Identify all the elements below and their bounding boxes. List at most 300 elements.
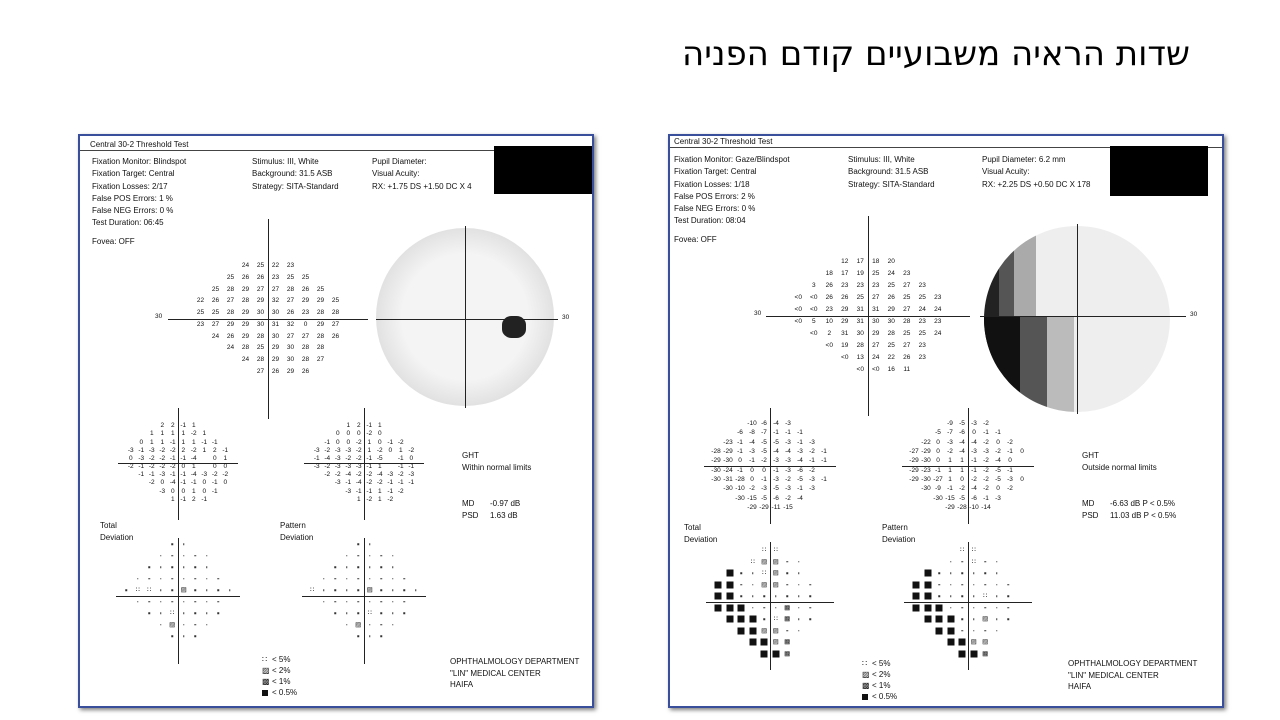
normal-dot-icon bbox=[996, 607, 998, 609]
dense-hatched-symbol-icon: ▩ bbox=[862, 681, 870, 690]
grid-value: -2 bbox=[324, 446, 331, 454]
normal-dot-icon bbox=[335, 578, 337, 580]
grid-value: 0 bbox=[936, 447, 940, 455]
normal-dot-icon bbox=[962, 573, 964, 575]
grid-value: -1 bbox=[397, 463, 404, 471]
grid-value: -1 bbox=[138, 471, 145, 479]
grid-value: 23 bbox=[841, 281, 849, 289]
grid-value: 19 bbox=[841, 342, 849, 350]
grid-value: -1 bbox=[797, 438, 803, 446]
pupil-diameter: Pupil Diameter: bbox=[372, 157, 427, 166]
grid-value: -1 bbox=[138, 446, 145, 454]
grid-value: -14 bbox=[981, 504, 991, 512]
grid-value: 25 bbox=[903, 293, 911, 301]
black-square-icon bbox=[936, 616, 943, 623]
grid-value: -1 bbox=[387, 487, 394, 495]
normal-dot-icon bbox=[195, 601, 197, 603]
grid-value: -2 bbox=[355, 454, 362, 462]
normal-dot-icon bbox=[358, 590, 360, 592]
grid-value: -3 bbox=[159, 471, 166, 479]
black-square-icon bbox=[715, 593, 722, 600]
grid-value: 26 bbox=[211, 297, 220, 305]
normal-dot-icon bbox=[195, 555, 197, 557]
normal-dot-icon bbox=[962, 561, 964, 563]
grid-value: -2 bbox=[785, 476, 791, 484]
grid-value: -2 bbox=[408, 446, 415, 454]
grid-value: -3 bbox=[345, 446, 352, 454]
grid-value: -9 bbox=[935, 485, 941, 493]
grid-value: 25 bbox=[918, 293, 926, 301]
grid-value: -1 bbox=[148, 471, 155, 479]
black-square-icon bbox=[947, 639, 954, 646]
black-square-icon bbox=[970, 650, 977, 657]
normal-dot-icon bbox=[381, 613, 383, 615]
grid-value: -1 bbox=[1007, 447, 1013, 455]
fixation-monitor: Fixation Monitor: Blindspot bbox=[92, 157, 187, 166]
tdp-horizontal-axis bbox=[706, 602, 834, 603]
normal-dot-icon bbox=[195, 624, 197, 626]
normal-dot-icon bbox=[392, 613, 394, 615]
grid-value: 30 bbox=[256, 309, 265, 317]
footer-line-2: "LIN" MEDICAL CENTER bbox=[450, 668, 541, 678]
normal-dot-icon bbox=[787, 584, 789, 586]
normal-dot-icon bbox=[369, 624, 371, 626]
black-square-icon bbox=[936, 627, 943, 634]
normal-dot-icon bbox=[810, 619, 812, 621]
grid-value: -1 bbox=[971, 466, 977, 474]
grid-value: 1 bbox=[367, 446, 372, 454]
grid-value: 31 bbox=[856, 318, 864, 326]
grid-value: -1 bbox=[983, 429, 989, 437]
normal-dot-icon bbox=[810, 584, 812, 586]
grid-value: 1 bbox=[160, 430, 165, 438]
redaction-block bbox=[1110, 146, 1208, 196]
tdp-vertical-axis bbox=[178, 538, 179, 664]
grid-value: -4 bbox=[773, 419, 779, 427]
grid-value: -1 bbox=[761, 476, 767, 484]
grid-value: -2 bbox=[324, 463, 331, 471]
grid-value: 22 bbox=[196, 297, 205, 305]
normal-dot-icon bbox=[985, 573, 987, 575]
normal-dot-icon bbox=[206, 613, 208, 615]
grid-value: 27 bbox=[331, 320, 340, 328]
normal-dot-icon bbox=[346, 590, 348, 592]
footer-line-3: HAIFA bbox=[1068, 682, 1092, 691]
normal-dot-icon bbox=[404, 613, 406, 615]
black-square-icon bbox=[262, 690, 268, 696]
grid-value: 26 bbox=[903, 354, 911, 362]
total-deviation-label: Total Deviation bbox=[100, 521, 134, 542]
grid-value: 29 bbox=[841, 305, 849, 313]
normal-dot-icon bbox=[392, 578, 394, 580]
fovea-status: Fovea: OFF bbox=[92, 237, 135, 246]
grid-value: 28 bbox=[241, 344, 250, 352]
grid-value: -3 bbox=[761, 485, 767, 493]
normal-dot-icon bbox=[149, 567, 151, 569]
grid-value: -1 bbox=[737, 438, 743, 446]
grid-value: -3 bbox=[201, 471, 208, 479]
grid-value: -29 bbox=[945, 504, 955, 512]
grid-value: 16 bbox=[887, 366, 895, 374]
normal-dot-icon bbox=[392, 590, 394, 592]
fixation-target: Fixation Target: Central bbox=[92, 169, 175, 179]
dotted-symbol-icon: ∷ bbox=[762, 569, 767, 577]
grid-value: -23 bbox=[723, 438, 733, 446]
grid-value: -30 bbox=[921, 485, 931, 493]
grid-value: 1 bbox=[948, 457, 952, 465]
legend-05: < 0.5% bbox=[272, 688, 298, 697]
grid-value: -1 bbox=[180, 479, 187, 487]
grid-value: 12 bbox=[841, 257, 849, 265]
black-square-icon bbox=[959, 650, 966, 657]
normal-dot-icon bbox=[973, 619, 975, 621]
grid-value: -1 bbox=[366, 487, 373, 495]
grid-value: 29 bbox=[841, 318, 849, 326]
normal-dot-icon bbox=[764, 596, 766, 598]
grid-value: 25 bbox=[256, 262, 265, 270]
dotted-symbol-icon: ∷ bbox=[971, 546, 976, 554]
dotted-symbol-icon: ∷ bbox=[170, 609, 175, 617]
normal-dot-icon bbox=[962, 607, 964, 609]
psd-label: PSD bbox=[462, 511, 479, 521]
grid-value: 30 bbox=[286, 355, 295, 363]
hatched-symbol-icon: ▨ bbox=[772, 558, 779, 566]
normal-dot-icon bbox=[160, 578, 162, 580]
hatched-symbol-icon: ▨ bbox=[982, 615, 989, 623]
grid-value: 23 bbox=[825, 305, 833, 313]
pdp-vertical-axis bbox=[364, 538, 365, 664]
grid-value: -1 bbox=[387, 438, 394, 446]
grid-value: -6 bbox=[797, 466, 803, 474]
grid-value: 25 bbox=[887, 281, 895, 289]
normal-dot-icon bbox=[346, 613, 348, 615]
grid-value: 29 bbox=[887, 305, 895, 313]
grid-value: -2 bbox=[387, 495, 394, 503]
inferior-nasal-defect bbox=[984, 316, 1074, 412]
grid-value: 10 bbox=[825, 318, 833, 326]
grid-value: -3 bbox=[127, 446, 134, 454]
grid-value: -2 bbox=[983, 476, 989, 484]
grid-value: -4 bbox=[797, 457, 803, 465]
grid-value: 17 bbox=[841, 269, 849, 277]
grid-value: 24 bbox=[211, 332, 220, 340]
normal-dot-icon bbox=[741, 596, 743, 598]
normal-dot-icon bbox=[962, 584, 964, 586]
grid-value: -1 bbox=[971, 457, 977, 465]
grid-value: -1 bbox=[169, 438, 176, 446]
grid-value: 31 bbox=[872, 305, 880, 313]
visual-acuity: Visual Acuity: bbox=[372, 169, 420, 179]
grid-value: -1 bbox=[737, 447, 743, 455]
grid-value: 0 bbox=[936, 457, 940, 465]
rx: RX: +1.75 DS +1.50 DC X 4 bbox=[372, 181, 472, 191]
footer-institution bbox=[1068, 658, 1197, 693]
grid-value: 23 bbox=[301, 309, 310, 317]
grid-value: -5 bbox=[773, 485, 779, 493]
grid-value: -3 bbox=[785, 485, 791, 493]
grid-value: -1 bbox=[345, 479, 352, 487]
dotted-symbol-icon: ∷ bbox=[310, 586, 315, 594]
black-square-icon bbox=[924, 581, 931, 588]
normal-dot-icon bbox=[206, 555, 208, 557]
fixation-monitor: Fixation Monitor: Gaze/Blindspot bbox=[674, 155, 790, 164]
normal-dot-icon bbox=[752, 607, 754, 609]
grid-value: 30 bbox=[271, 309, 280, 317]
slide-title: שדות הראיה משבועיים קודם הפניה bbox=[682, 34, 1190, 74]
normal-dot-icon bbox=[346, 555, 348, 557]
grid-value: -1 bbox=[180, 495, 187, 503]
probability-legend bbox=[262, 654, 297, 698]
normal-dot-icon bbox=[973, 573, 975, 575]
dotted-symbol-icon: ∷ bbox=[147, 586, 152, 594]
false-neg-errors: False NEG Errors: 0 % bbox=[92, 206, 174, 216]
grid-value: 25 bbox=[887, 342, 895, 350]
grid-value: -30 bbox=[711, 466, 721, 474]
grid-value: -29 bbox=[909, 457, 919, 465]
hatched-symbol-icon: ▨ bbox=[262, 666, 270, 675]
dense-hatched-symbol-icon: ▩ bbox=[784, 604, 791, 612]
md-label: MD bbox=[1082, 499, 1095, 508]
grid-value: -2 bbox=[785, 494, 791, 502]
dense-hatched-symbol-icon: ▩ bbox=[982, 650, 989, 658]
grid-value: -1 bbox=[737, 466, 743, 474]
hatched-symbol-icon: ▨ bbox=[772, 581, 779, 589]
grid-value: 0 bbox=[738, 457, 742, 465]
normal-dot-icon bbox=[369, 601, 371, 603]
grid-value: 0 bbox=[181, 463, 186, 471]
grid-value: -30 bbox=[921, 457, 931, 465]
grid-value: 32 bbox=[271, 297, 280, 305]
test-parameters-mid bbox=[252, 156, 339, 193]
normal-dot-icon bbox=[775, 607, 777, 609]
normal-dot-icon bbox=[323, 590, 325, 592]
grid-value: 28 bbox=[286, 285, 295, 293]
grid-value: -3 bbox=[159, 487, 166, 495]
grid-value: 0 bbox=[377, 438, 382, 446]
grid-value: 20 bbox=[887, 257, 895, 265]
grid-value: -5 bbox=[995, 476, 1001, 484]
black-square-icon bbox=[913, 604, 920, 611]
normal-dot-icon bbox=[392, 624, 394, 626]
normal-dot-icon bbox=[381, 636, 383, 638]
grid-value: 27 bbox=[226, 297, 235, 305]
normal-dot-icon bbox=[798, 607, 800, 609]
grid-value: 0 bbox=[128, 454, 133, 462]
grid-value: 22 bbox=[271, 262, 280, 270]
grid-value: -22 bbox=[921, 438, 931, 446]
grid-value: 0 bbox=[972, 429, 976, 437]
grid-value: 1 bbox=[191, 463, 196, 471]
grid-value: 26 bbox=[256, 274, 265, 282]
normal-dot-icon bbox=[973, 630, 975, 632]
normal-dot-icon bbox=[149, 578, 151, 580]
grid-value: -2 bbox=[366, 471, 373, 479]
grid-value: <0 bbox=[810, 293, 818, 301]
grid-value: -3 bbox=[947, 438, 953, 446]
black-square-icon bbox=[749, 616, 756, 623]
grid-value: 28 bbox=[856, 342, 864, 350]
dotted-symbol-icon: ∷ bbox=[971, 558, 976, 566]
grid-value: -3 bbox=[809, 438, 815, 446]
horizontal-axis bbox=[766, 316, 970, 317]
legend-5: < 5% bbox=[272, 655, 291, 664]
normal-dot-icon bbox=[183, 567, 185, 569]
grid-value: -1 bbox=[749, 457, 755, 465]
grid-value: 2 bbox=[191, 495, 196, 503]
normal-dot-icon bbox=[323, 578, 325, 580]
grid-value: -2 bbox=[169, 463, 176, 471]
grid-value: -15 bbox=[945, 494, 955, 502]
grid-value: 27 bbox=[903, 342, 911, 350]
grid-value: 25 bbox=[211, 285, 220, 293]
grid-value: -7 bbox=[761, 429, 767, 437]
black-square-icon bbox=[772, 650, 779, 657]
legend-1: < 1% bbox=[872, 681, 891, 690]
hatched-symbol-icon: ▨ bbox=[180, 586, 187, 594]
grid-value: <0 bbox=[794, 305, 802, 313]
background: Background: 31.5 ASB bbox=[848, 167, 929, 177]
grid-value: 29 bbox=[271, 344, 280, 352]
background: Background: 31.5 ASB bbox=[252, 169, 333, 179]
normal-dot-icon bbox=[798, 596, 800, 598]
grid-value: -3 bbox=[387, 471, 394, 479]
grid-value: -2 bbox=[983, 419, 989, 427]
grid-value: 0 bbox=[181, 487, 186, 495]
grid-value: 1 bbox=[181, 430, 186, 438]
grid-value: -2 bbox=[127, 463, 134, 471]
grid-value: 1 bbox=[149, 438, 154, 446]
normal-dot-icon bbox=[392, 555, 394, 557]
grid-value: 25 bbox=[918, 330, 926, 338]
grid-value: 26 bbox=[331, 332, 340, 340]
grid-value: -2 bbox=[376, 479, 383, 487]
total-deviation-grid bbox=[711, 419, 827, 512]
grid-value: 0 bbox=[377, 430, 382, 438]
grid-value: 30 bbox=[286, 344, 295, 352]
grayscale-v-axis bbox=[1077, 224, 1078, 414]
grid-value: 27 bbox=[256, 367, 265, 375]
grid-value: 0 bbox=[750, 466, 754, 474]
psd-label: PSD bbox=[1082, 511, 1099, 521]
hatched-symbol-icon: ▨ bbox=[761, 581, 768, 589]
normal-dot-icon bbox=[335, 567, 337, 569]
grid-value: -2 bbox=[809, 466, 815, 474]
grid-value: 25 bbox=[256, 344, 265, 352]
grid-value: -30 bbox=[711, 476, 721, 484]
grid-value: -29 bbox=[723, 447, 733, 455]
grid-value: 31 bbox=[856, 305, 864, 313]
grid-value: 28 bbox=[241, 297, 250, 305]
grid-value: -2 bbox=[397, 487, 404, 495]
grid-value: 27 bbox=[286, 332, 295, 340]
grid-value: -30 bbox=[723, 485, 733, 493]
grid-value: -1 bbox=[387, 479, 394, 487]
grid-value: -4 bbox=[324, 454, 331, 462]
grid-value: 1 bbox=[191, 422, 196, 430]
normal-dot-icon bbox=[335, 613, 337, 615]
grid-value: -1 bbox=[211, 479, 218, 487]
grid-value: -4 bbox=[995, 457, 1001, 465]
grid-value: -2 bbox=[366, 430, 373, 438]
normal-dot-icon bbox=[985, 584, 987, 586]
grid-value: -5 bbox=[959, 419, 965, 427]
grid-value: 29 bbox=[241, 285, 250, 293]
normal-dot-icon bbox=[218, 578, 220, 580]
ght-block bbox=[462, 450, 531, 475]
grid-value: 0 bbox=[139, 438, 144, 446]
normal-dot-icon bbox=[195, 613, 197, 615]
dense-hatched-symbol-icon: ▩ bbox=[262, 677, 270, 686]
grid-value: -1 bbox=[180, 454, 187, 462]
black-square-icon bbox=[749, 639, 756, 646]
grid-value: -28 bbox=[711, 447, 721, 455]
grayscale-h-axis bbox=[376, 319, 558, 320]
grid-value: -2 bbox=[995, 447, 1001, 455]
hatched-symbol-icon: ▨ bbox=[761, 627, 768, 635]
dense-hatched-symbol-icon: ▩ bbox=[784, 638, 791, 646]
grid-value: 23 bbox=[872, 281, 880, 289]
grid-value: 23 bbox=[903, 269, 911, 277]
strategy: Strategy: SITA-Standard bbox=[252, 181, 339, 191]
grid-value: 29 bbox=[241, 309, 250, 317]
grid-value: -6 bbox=[959, 429, 965, 437]
grid-value: 27 bbox=[903, 281, 911, 289]
hatched-symbol-icon: ▨ bbox=[772, 569, 779, 577]
grid-value: <0 bbox=[810, 305, 818, 313]
grid-value: -2 bbox=[983, 438, 989, 446]
grid-value: 19 bbox=[856, 269, 864, 277]
footer-institution bbox=[450, 656, 579, 691]
grid-value: 1 bbox=[191, 438, 196, 446]
grid-value: 24 bbox=[934, 305, 942, 313]
md-value: -6.63 dB P < 0.5% bbox=[1110, 499, 1176, 508]
grid-value: 27 bbox=[903, 305, 911, 313]
grid-value: -1 bbox=[222, 446, 229, 454]
normal-dot-icon bbox=[358, 636, 360, 638]
black-square-icon bbox=[738, 627, 745, 634]
grid-value: 13 bbox=[856, 354, 864, 362]
grid-value: -3 bbox=[971, 419, 977, 427]
grid-value: -2 bbox=[749, 485, 755, 493]
normal-dot-icon bbox=[810, 607, 812, 609]
grid-value: 25 bbox=[286, 274, 295, 282]
grid-value: <0 bbox=[856, 366, 864, 374]
normal-dot-icon bbox=[752, 584, 754, 586]
grid-value: 23 bbox=[934, 293, 942, 301]
total-deviation-probability-plot bbox=[135, 586, 187, 629]
grid-value: 0 bbox=[409, 454, 414, 462]
grid-value: -1 bbox=[408, 479, 415, 487]
grid-value: 30 bbox=[271, 332, 280, 340]
grid-value: -3 bbox=[983, 447, 989, 455]
grid-value: 30 bbox=[872, 318, 880, 326]
normal-dot-icon bbox=[996, 619, 998, 621]
black-square-icon bbox=[924, 570, 931, 577]
grid-value: 28 bbox=[226, 309, 235, 317]
grid-value: 23 bbox=[271, 274, 280, 282]
grid-value: -5 bbox=[761, 438, 767, 446]
grid-value: -29 bbox=[759, 504, 769, 512]
grid-value: 23 bbox=[918, 318, 926, 326]
grayscale-axis-label: 30 bbox=[1190, 311, 1198, 318]
black-square-icon bbox=[738, 604, 745, 611]
normal-dot-icon bbox=[172, 590, 174, 592]
normal-dot-icon bbox=[752, 596, 754, 598]
normal-dot-icon bbox=[381, 601, 383, 603]
hatched-symbol-icon: ▨ bbox=[169, 621, 176, 629]
grid-value: 1 bbox=[377, 463, 382, 471]
pattern-deviation-grid bbox=[313, 422, 415, 503]
